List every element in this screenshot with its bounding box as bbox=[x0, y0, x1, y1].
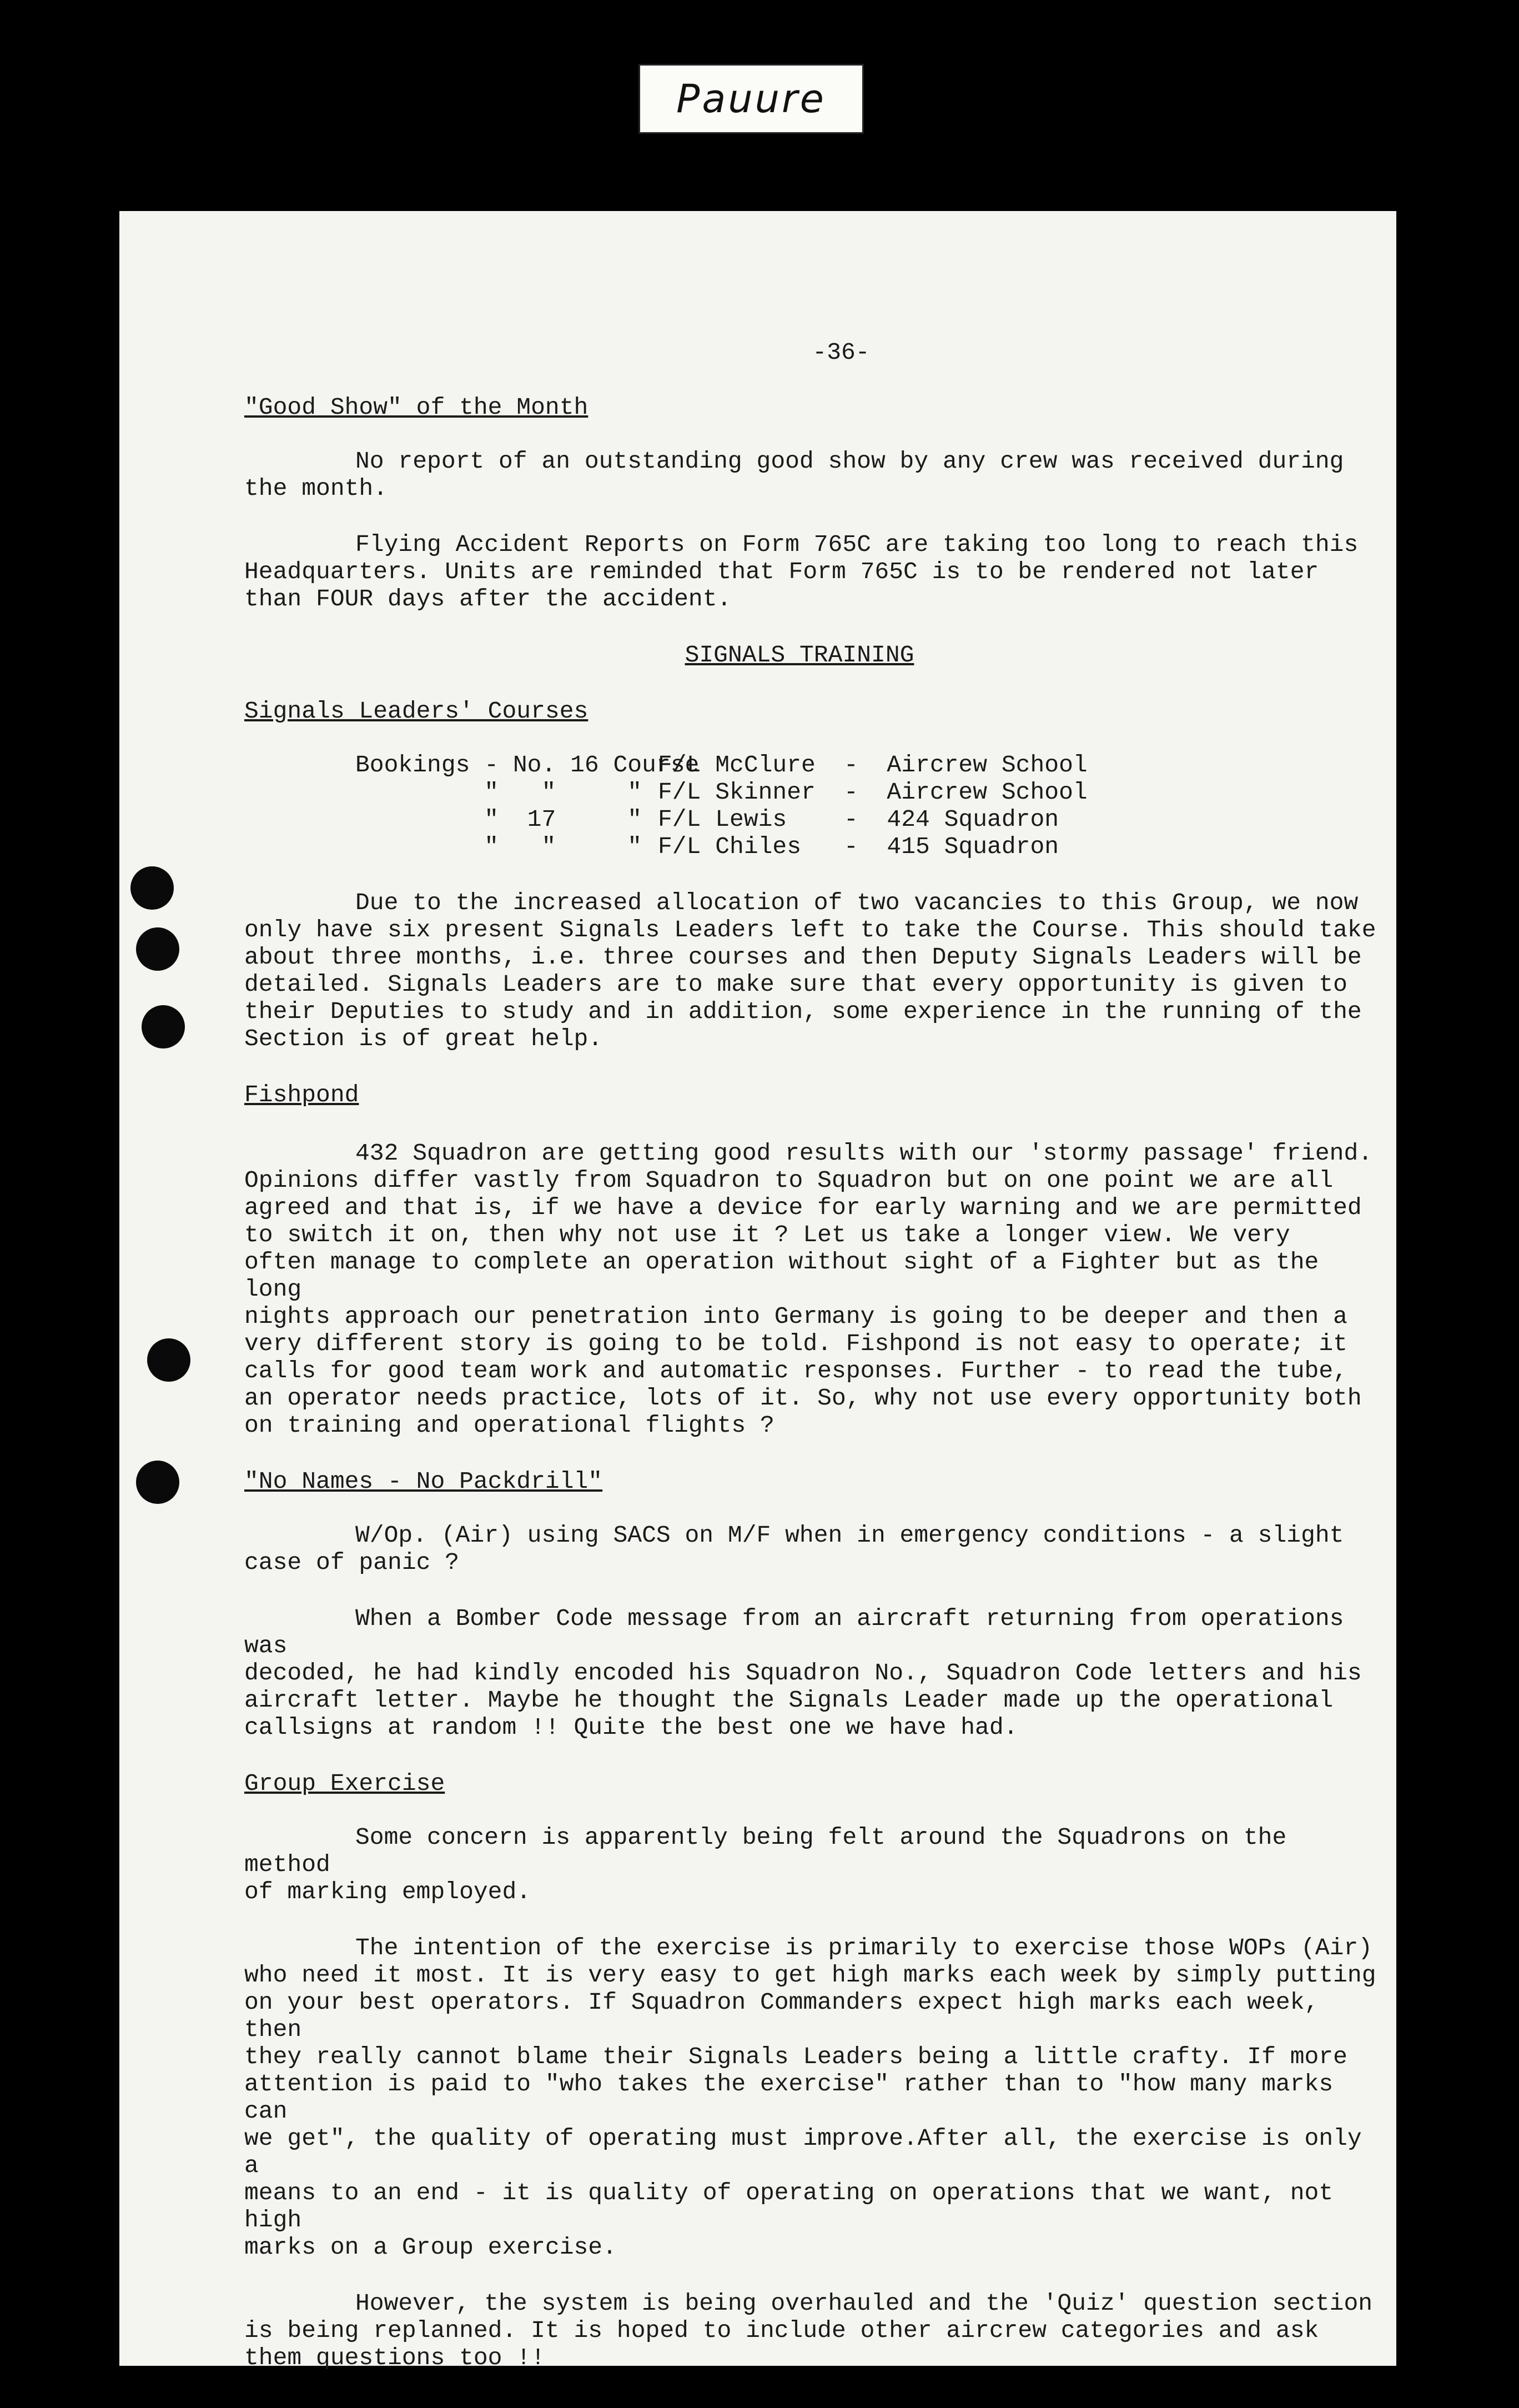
paragraph: W/Op. (Air) using SACS on M/F when in emergency conditions - a slight case of panic ? bbox=[244, 1522, 1344, 1576]
heading-good-show: "Good Show" of the Month bbox=[244, 394, 589, 421]
document-page bbox=[119, 211, 1396, 2371]
paragraph: Some concern is apparently being felt around the Squadrons on the method of marking employed. bbox=[244, 1824, 1287, 1905]
heading-no-names: "No Names - No Packdrill" bbox=[244, 1468, 603, 1495]
bookings-table bbox=[244, 751, 1382, 860]
page-number: -36- bbox=[812, 339, 870, 366]
booking-row bbox=[244, 833, 1382, 860]
booking-row bbox=[244, 779, 1382, 806]
booking-unit: - Aircrew School bbox=[844, 751, 1088, 779]
archive-label-text: Pauure bbox=[676, 76, 826, 122]
booking-row bbox=[244, 751, 1382, 779]
punch-hole bbox=[130, 866, 174, 910]
booking-officer: F/L Skinner bbox=[658, 779, 816, 806]
heading-signals-training: SIGNALS TRAINING bbox=[685, 641, 914, 669]
booking-unit: - 415 Squadron bbox=[844, 833, 1059, 860]
paragraph: The intention of the exercise is primarily to exercise those WOPs (Air) who need it most. It is very easy to get high marks each week by simply putting on your best operators. If Squadron Commanders expect high marks each week, then they really cannot blame their Signals Leaders being a little crafty. If more attention is paid to "who takes the exercise" rather than to "how many marks can we get", the quality of operating must improve.After all, the exercise is only a means to an end - it is quality of operating on operations that we want, not high marks on a Group exercise. bbox=[244, 1934, 1376, 2261]
heading-fishpond: Fishpond bbox=[244, 1081, 359, 1108]
heading-signals-leaders-courses: Signals Leaders' Courses bbox=[244, 698, 589, 725]
booking-officer: F/L McClure bbox=[658, 751, 816, 779]
punch-hole bbox=[136, 927, 179, 971]
booking-course: " 17 " bbox=[355, 806, 642, 833]
paragraph: Flying Accident Reports on Form 765C are taking too long to reach this Headquarters. Units are reminded that Form 765C is to be rendered not later than FOUR days after the accident. bbox=[244, 531, 1359, 613]
paragraph: However, the system is being overhauled and the 'Quiz' question section is being replanned. It is hoped to include other aircrew categories and ask them questions too !! bbox=[244, 2290, 1373, 2371]
paragraph: When a Bomber Code message from an aircraft returning from operations was decoded, he had kindly encoded his Squadron No., Squadron Code letters and his aircraft letter. Maybe he thought the Signals Leader made up the operational callsigns at random !! Quite the best one we have had. bbox=[244, 1605, 1362, 1741]
booking-course: " " " bbox=[355, 779, 642, 806]
paragraph: 432 Squadron are getting good results with our 'stormy passage' friend. Opinions differ vastly from Squadron to Squadron but on one point we are all agreed and that is, if we have a device for early warning and we are permitted to switch it on, then why not use it ? Let us take a longer view. We very often manage to complete an operation without sight of a Fighter but as the long nights approach our penetration into Germany is going to be deeper and then a very different story is going to be told. Fishpond is not easy to operate; it calls for good team work and automatic responses. Further - to read the tube, an operator needs practice, lots of it. So, why not use every opportunity both on training and operational flights ? bbox=[244, 1140, 1373, 1439]
booking-officer: F/L Lewis bbox=[658, 806, 787, 833]
booking-course: Bookings - No. 16 Course bbox=[355, 751, 700, 779]
paragraph: No report of an outstanding good show by any crew was received during the month. bbox=[244, 448, 1344, 502]
booking-officer: F/L Chiles bbox=[658, 833, 802, 860]
punch-hole bbox=[136, 1461, 179, 1504]
booking-course: " " " bbox=[355, 833, 642, 860]
archive-label bbox=[638, 64, 864, 134]
heading-group-exercise: Group Exercise bbox=[244, 1770, 445, 1797]
punch-hole bbox=[147, 1338, 190, 1382]
booking-unit: - Aircrew School bbox=[844, 779, 1088, 806]
booking-row bbox=[244, 806, 1382, 833]
paragraph: Due to the increased allocation of two vacancies to this Group, we now only have six present Signals Leaders left to take the Course. This should take about three months, i.e. three courses and then Deputy Signals Leaders will be detailed. Signals Leaders are to make sure that every opportunity is given to their Deputies to study and in addition, some experience in the running of the Section is of great help. bbox=[244, 889, 1376, 1052]
punch-hole bbox=[142, 1005, 185, 1049]
document-body bbox=[244, 339, 1382, 2371]
booking-unit: - 424 Squadron bbox=[844, 806, 1059, 833]
